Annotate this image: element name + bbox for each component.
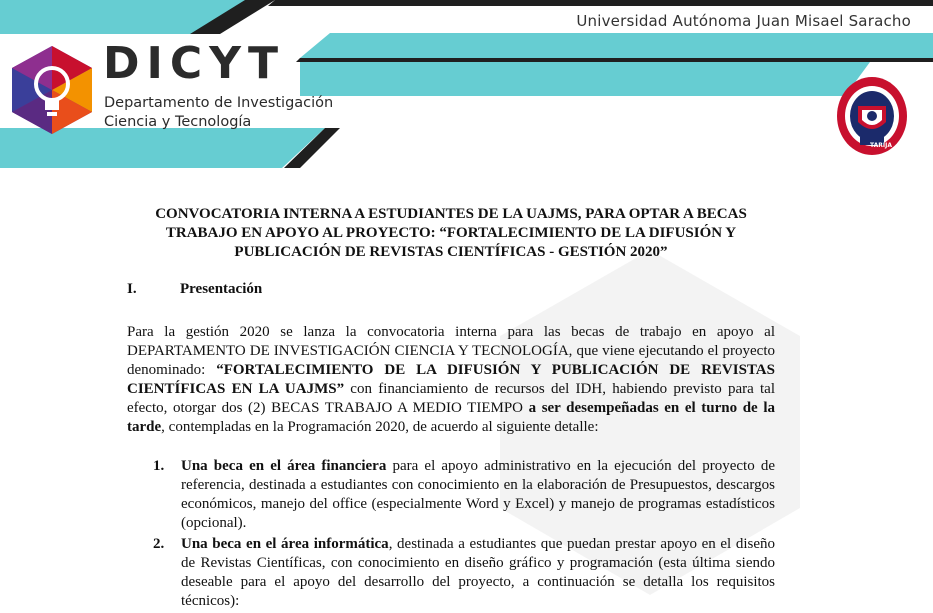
letterhead <box>0 0 933 175</box>
brand-subtitle-1: Departamento de Investigación <box>104 95 334 111</box>
list-item-text: para el apoyo administrativo en la ejecución del proyecto de referencia, destinada a estudiantes con conocimiento en la elaboración de Presupuestos, descargos económicos, manejo del office (especialmente Word y Excel) y manejo de programas estadísticos (opcional). <box>181 458 775 531</box>
section-label: Presentación <box>180 281 263 297</box>
brand-subtitle-2: Ciencia y Tecnología <box>104 114 252 130</box>
presentation-paragraph <box>127 323 775 437</box>
document-body <box>127 205 775 613</box>
list-item-number: 2. <box>153 536 165 552</box>
dicyt-logo-icon <box>8 44 96 136</box>
project-name: “FORTALECIMIENTO DE LA DIFUSIÓN Y PUBLICACIÓN DE REVISTAS CIENTÍFICAS EN LA UAJMS” <box>127 362 775 397</box>
paragraph-emphasis: a ser desempeñadas en el turno de la tarde <box>127 400 775 435</box>
list-item <box>127 535 775 611</box>
section-number: I. <box>127 281 137 297</box>
seal-label: TARIJA <box>870 142 892 149</box>
document-title: CONVOCATORIA INTERNA A ESTUDIANTES DE LA UAJMS, PARA OPTAR A BECAS TRABAJO EN APOYO AL PROYECTO: “FORTALECIMIENTO DE LA DIFUSIÓN Y PUBLICACIÓN DE REVISTAS CIENTÍFICAS - GESTIÓN 2020” <box>155 206 747 260</box>
university-name: Universidad Autónoma Juan Misael Saracho <box>576 12 911 30</box>
list-item-title: Una beca en el área financiera <box>181 458 387 474</box>
list-item-title: Una beca en el área informática <box>181 536 389 552</box>
section-heading <box>127 281 775 301</box>
list-item-number: 1. <box>153 458 165 474</box>
paragraph-text-3: , contempladas en la Programación 2020, de acuerdo al siguiente detalle: <box>161 419 599 435</box>
scholarship-list <box>127 457 775 611</box>
paragraph-text-1: Para la gestión 2020 se lanza la convocatoria interna para las becas de trabajo en apoyo al DEPARTAMENTO DE INVESTIGACIÓN CIENCIA Y TECNOLOGÍA, que viene ejecutando el proyecto denominado: <box>127 324 775 378</box>
brand-title: DICYT <box>103 38 286 89</box>
list-item <box>127 457 775 533</box>
paragraph-text-2: con financiamiento de recursos del IDH, habiendo previsto para tal efecto, otorgar dos (2) BECAS TRABAJO A MEDIO TIEMPO <box>127 381 776 416</box>
list-item-text: , destinada a estudiantes que puedan prestar apoyo en el diseño de Revistas Científicas, con conocimiento en diseño gráfico y programación (esta última siendo deseable para el apoyo del desarrollo del proyecto, a continuación se detalla los requisitos técnicos): <box>181 536 775 609</box>
